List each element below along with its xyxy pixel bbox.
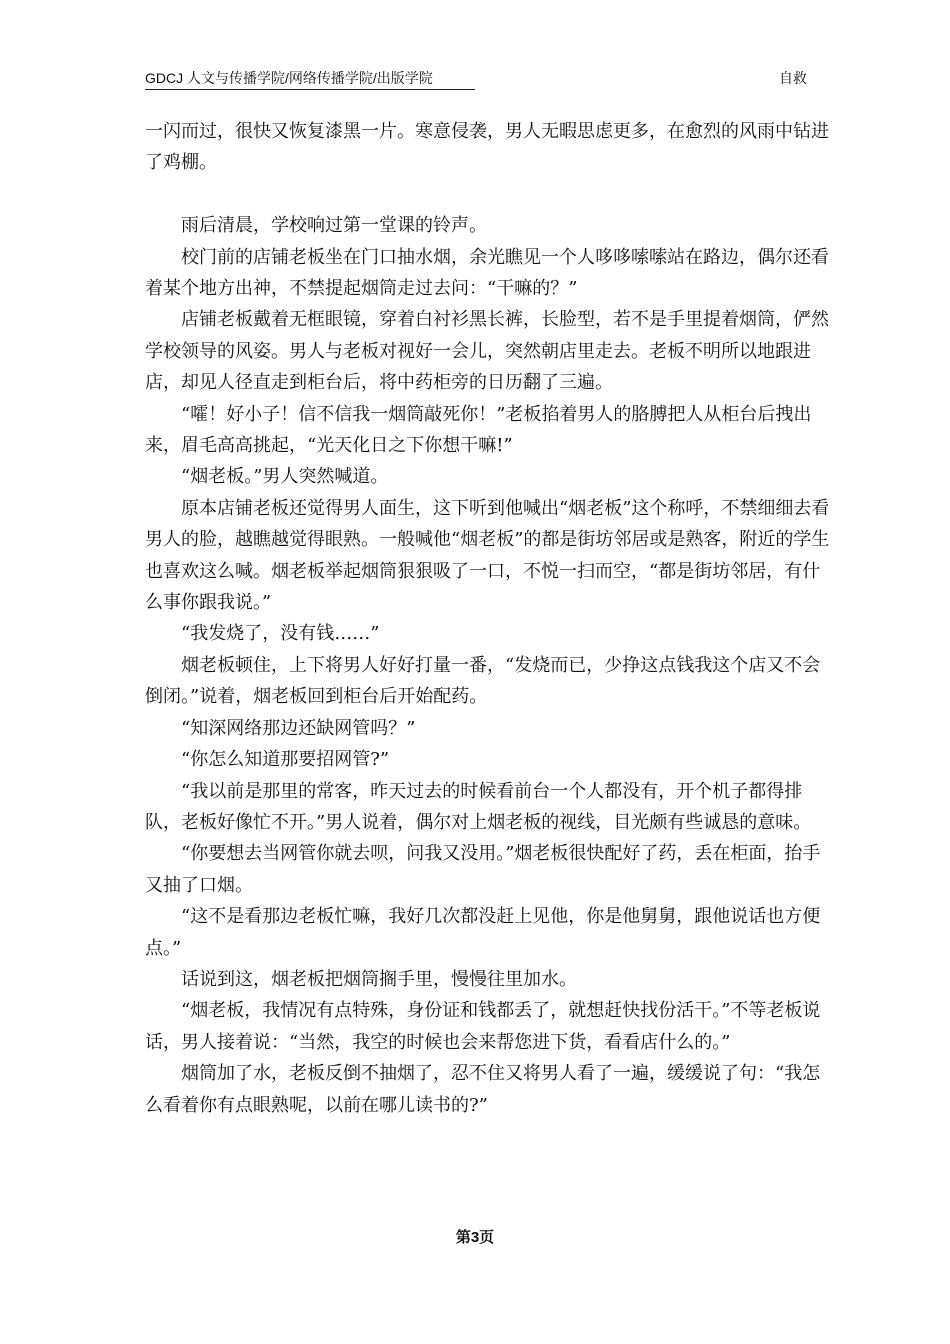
paragraph: “烟老板。”男人突然喊道。 <box>181 466 389 488</box>
paragraph: “你要想去当网管你就去呗，问我又没用。”烟老板很快配好了药，丢在柜面，抬手又抽了口烟。 <box>145 843 821 896</box>
paragraph: 店铺老板戴着无框眼镜，穿着白衬衫黑长裤，长脸型，若不是手里提着烟筒，俨然学校领导的风姿。男人与老板对视好一会儿，突然朝店里走去。老板不明所以地跟进店，却见人径直走到柜台后，将中药柜旁的日历翻了三遍。 <box>145 309 829 394</box>
body-text <box>145 116 837 1121</box>
paragraph: “我发烧了，没有钱……” <box>181 623 380 645</box>
paragraph: “知深网络那边还缺网管吗？” <box>181 717 416 739</box>
paragraph: “烟老板，我情况有点特殊，身份证和钱都丢了，就想赶快找份活干。”不等老板说话，男人接着说：“当然，我空的时候也会来帮您进下货，看看店什么的。” <box>145 1000 821 1053</box>
paragraph: “这不是看那边老板忙嘛，我好几次都没赶上见他，你是他舅舅，跟他说话也方便点。” <box>145 906 821 959</box>
paragraph: 烟筒加了水，老板反倒不抽烟了，忍不住又将男人看了一遍，缓缓说了句：“我怎么看着你有点眼熟呢，以前在哪儿读书的?” <box>145 1063 821 1116</box>
page-number: 第3页 <box>455 1229 495 1246</box>
paragraph-gap <box>145 179 837 210</box>
paragraph: “你怎么知道那要招网管?” <box>181 749 390 771</box>
page-header <box>145 68 807 88</box>
paragraph: 校门前的店铺老板坐在门口抽水烟，余光瞧见一个人哆哆嗦嗦站在路边，偶尔还看着某个地方出神，不禁提起烟筒走过去问：“干嘛的？” <box>145 246 829 300</box>
header-left-text: GDCJ 人文与传播学院/网络传播学院/出版学院 <box>145 68 475 90</box>
paragraph: “我以前是那里的常客，昨天过去的时候看前台一个人都没有，开个机子都得排队，老板好像忙不开。”男人说着，偶尔对上烟老板的视线，目光颇有些诚恳的意味。 <box>145 780 812 833</box>
header-right-text: 自救 <box>779 70 807 86</box>
paragraph: 烟老板顿住，上下将男人好好打量一番，“发烧而已，少挣这点钱我这个店又不会倒闭。”说着，烟老板回到柜台后开始配药。 <box>145 654 821 708</box>
paragraph: “嚯！好小子！信不信我一烟筒敲死你！”老板掐着男人的胳膊把人从柜台后拽出来，眉毛高高挑起，“光天化日之下你想干嘛!” <box>145 403 812 457</box>
paragraph: 一闪而过，很快又恢复漆黑一片。寒意侵袭，男人无暇思虑更多，在愈烈的风雨中钻进了鸡棚。 <box>145 121 829 174</box>
paragraph: 话说到这，烟老板把烟筒搁手里，慢慢往里加水。 <box>181 968 577 990</box>
paragraph: 原本店铺老板还觉得男人面生，这下听到他喊出“烟老板”这个称呼，不禁细细去看男人的脸，越瞧越觉得眼熟。一般喊他“烟老板”的都是街坊邻居或是熟客，附近的学生也喜欢这么喊。烟老板举起烟筒狠狠吸了一口，不悦一扫而空，“都是街坊邻居，有什么事你跟我说。” <box>145 497 830 614</box>
paragraph: 雨后清晨，学校响过第一堂课的铃声。 <box>181 215 487 237</box>
